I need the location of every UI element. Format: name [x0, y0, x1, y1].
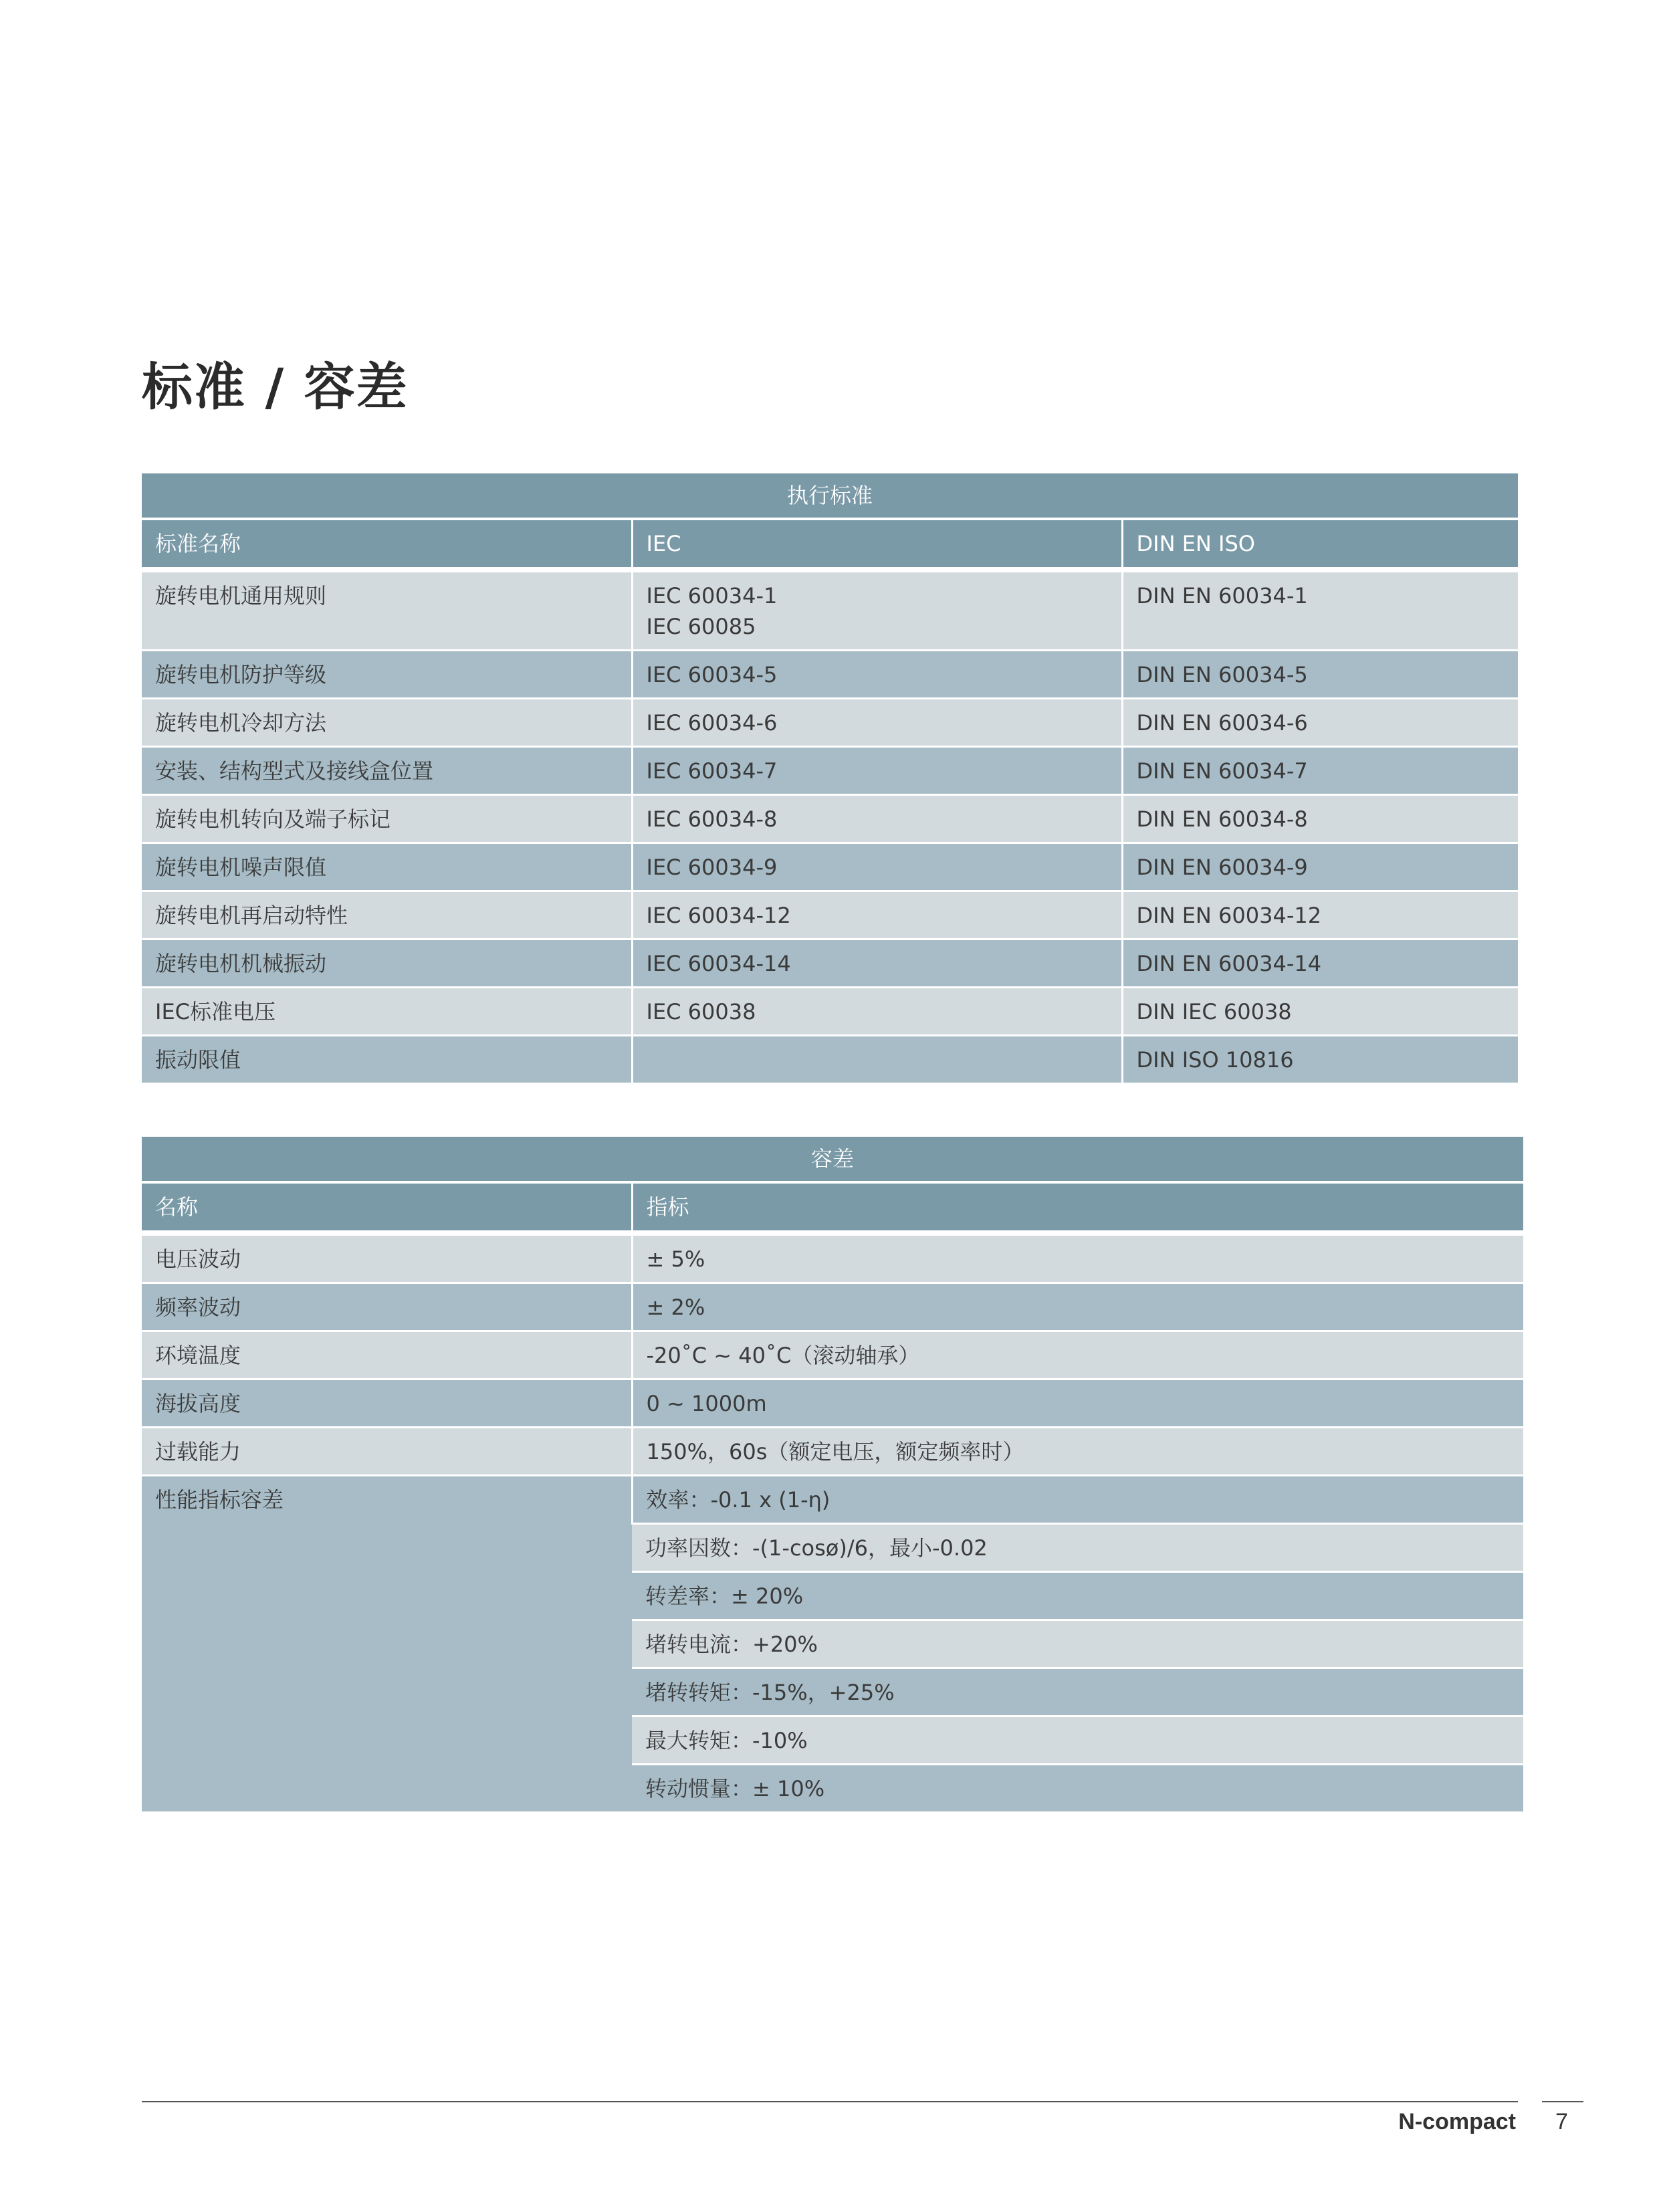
table-row	[142, 1379, 1523, 1428]
din-value: DIN IEC 60038	[1122, 988, 1518, 1036]
din-value: DIN EN 60034-6	[1122, 699, 1518, 747]
iec-value: IEC 60034-8	[632, 795, 1122, 843]
column-header-standard-name: 标准名称	[142, 519, 632, 570]
footer-divider	[142, 2101, 1518, 2102]
iec-value: IEC 60034-6	[632, 699, 1122, 747]
performance-item: 功率因数：-(1-cosø)/6，最小-0.02	[632, 1524, 1523, 1572]
column-header-iec: IEC	[632, 519, 1122, 570]
performance-item: 转差率：± 20%	[632, 1572, 1523, 1620]
tolerance-value: 150%，60s（额定电压，额定频率时）	[632, 1428, 1523, 1476]
table-caption-row	[142, 473, 1518, 519]
table-row	[142, 651, 1518, 699]
performance-item: 转动惯量：± 10%	[632, 1765, 1523, 1813]
performance-item: 效率：-0.1 x (1-η)	[632, 1476, 1523, 1524]
table-row	[142, 570, 1518, 651]
table-row	[142, 1233, 1523, 1283]
din-value: DIN EN 60034-9	[1122, 843, 1518, 891]
din-value: DIN EN 60034-12	[1122, 891, 1518, 939]
table-header-row	[142, 519, 1518, 570]
standard-name: IEC标准电压	[142, 988, 632, 1036]
din-value: DIN EN 60034-8	[1122, 795, 1518, 843]
tolerance-name: 过载能力	[142, 1428, 632, 1476]
iec-value: IEC 60034-5	[632, 651, 1122, 699]
table-row	[142, 699, 1518, 747]
table-row	[142, 843, 1518, 891]
din-value: DIN EN 60034-14	[1122, 939, 1518, 988]
table-row	[142, 939, 1518, 988]
tolerance-name: 海拔高度	[142, 1379, 632, 1428]
iec-value: IEC 60034-14	[632, 939, 1122, 988]
table-caption: 执行标准	[142, 473, 1518, 519]
standard-name: 旋转电机再启动特性	[142, 891, 632, 939]
standard-name: 旋转电机冷却方法	[142, 699, 632, 747]
table-row	[142, 988, 1518, 1036]
tolerance-value: -20˚C ~ 40˚C（滚动轴承）	[632, 1331, 1523, 1379]
performance-tolerance-name: 性能指标容差	[142, 1476, 632, 1813]
standard-name: 旋转电机机械振动	[142, 939, 632, 988]
standard-name: 旋转电机噪声限值	[142, 843, 632, 891]
performance-item: 堵转电流：+20%	[632, 1620, 1523, 1668]
standard-name: 旋转电机防护等级	[142, 651, 632, 699]
tolerance-name: 电压波动	[142, 1233, 632, 1283]
footer-brand: N-compact	[1398, 2109, 1516, 2134]
column-header-value: 指标	[632, 1182, 1523, 1233]
table-row	[142, 1476, 1523, 1524]
tolerance-name: 频率波动	[142, 1283, 632, 1331]
table-row	[142, 1428, 1523, 1476]
standard-name: 振动限值	[142, 1036, 632, 1084]
din-value: DIN ISO 10816	[1122, 1036, 1518, 1084]
footer-divider-page	[1542, 2101, 1583, 2102]
column-header-name: 名称	[142, 1182, 632, 1233]
table-row	[142, 747, 1518, 795]
performance-item: 堵转转矩：-15%，+25%	[632, 1668, 1523, 1717]
din-value: DIN EN 60034-7	[1122, 747, 1518, 795]
table-header-row	[142, 1182, 1523, 1233]
iec-value-line: IEC 60034-1	[646, 583, 778, 609]
iec-value	[632, 570, 1122, 651]
table-row	[142, 891, 1518, 939]
page-title: 标准 / 容差	[142, 357, 409, 417]
page-number: 7	[1555, 2109, 1568, 2134]
tolerance-value: ± 2%	[632, 1283, 1523, 1331]
din-value: DIN EN 60034-5	[1122, 651, 1518, 699]
table-caption-row	[142, 1137, 1523, 1182]
iec-value-line: IEC 60085	[646, 614, 756, 639]
tolerance-name: 环境温度	[142, 1331, 632, 1379]
column-header-din: DIN EN ISO	[1122, 519, 1518, 570]
table-caption: 容差	[142, 1137, 1523, 1182]
table-row	[142, 1036, 1518, 1084]
standards-table	[142, 473, 1518, 1085]
table-row	[142, 1283, 1523, 1331]
table-row	[142, 1331, 1523, 1379]
iec-value	[632, 1036, 1122, 1084]
tolerance-value: ± 5%	[632, 1233, 1523, 1283]
standard-name: 旋转电机通用规则	[142, 570, 632, 651]
iec-value: IEC 60034-12	[632, 891, 1122, 939]
iec-value: IEC 60034-9	[632, 843, 1122, 891]
performance-item: 最大转矩：-10%	[632, 1717, 1523, 1765]
iec-value: IEC 60034-7	[632, 747, 1122, 795]
iec-value: IEC 60038	[632, 988, 1122, 1036]
table-row	[142, 795, 1518, 843]
tolerance-value: 0 ~ 1000m	[632, 1379, 1523, 1428]
standard-name: 旋转电机转向及端子标记	[142, 795, 632, 843]
din-value: DIN EN 60034-1	[1122, 570, 1518, 651]
standard-name: 安装、结构型式及接线盒位置	[142, 747, 632, 795]
tolerance-table	[142, 1137, 1523, 1813]
